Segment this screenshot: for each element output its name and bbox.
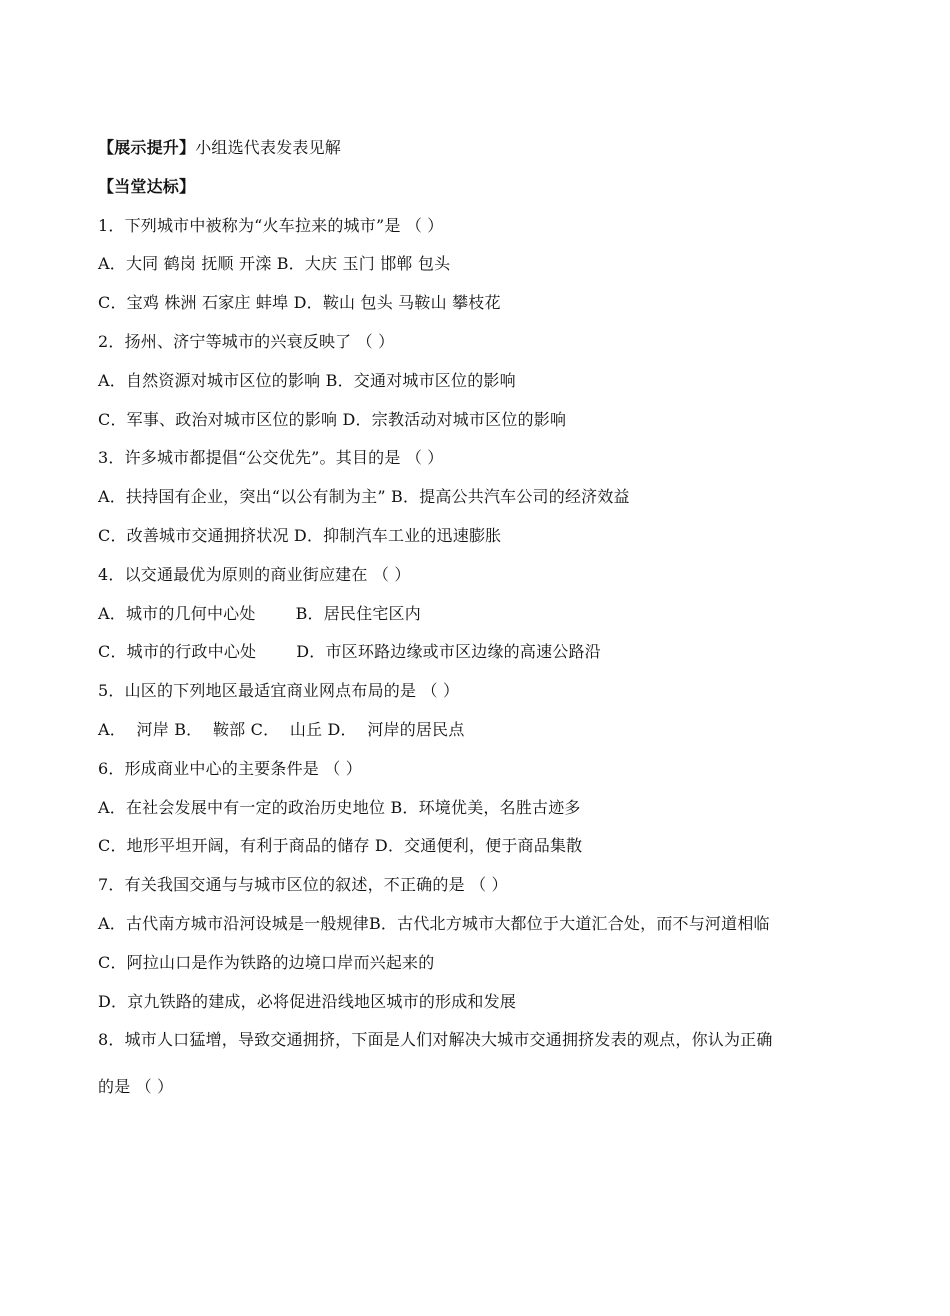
- section-show-text: 小组选代表发表见解: [195, 138, 342, 157]
- section-test-label: 【当堂达标】: [98, 176, 196, 196]
- question-3-option-line: A．扶持国有企业，突出“以公有制为主” B．提高公共汽车公司的经济效益: [98, 487, 630, 507]
- question-7-option-line: D．京九铁路的建成，必将促进沿线地区城市的形成和发展: [98, 991, 517, 1011]
- question-2-option-line: C．军事、政治对城市区位的影响 D．宗教活动对城市区位的影响: [98, 409, 567, 429]
- question-2-stem: 2．扬州、济宁等城市的兴衰反映了 （ ）: [98, 331, 395, 351]
- question-8-stem-line-2: 的是 （ ）: [98, 1077, 174, 1097]
- question-4-option-d: D．市区环路边缘或市区边缘的高速公路沿: [296, 642, 601, 662]
- question-2-option-line: A．自然资源对城市区位的影响 B．交通对城市区位的影响: [98, 370, 516, 390]
- question-4-option-line: [98, 638, 858, 677]
- question-4-option-b: B．居民住宅区内: [295, 603, 421, 623]
- question-8-stem-line-1: 8．城市人口猛增，导致交通拥挤，下面是人们对解决大城市交通拥挤发表的观点，你认为正确: [98, 1030, 773, 1050]
- question-6-option-line: C．地形平坦开阔，有利于商品的储存 D．交通便利，便于商品集散: [98, 836, 583, 856]
- question-3-option-line: C．改善城市交通拥挤状况 D．抑制汽车工业的迅速膨胀: [98, 525, 502, 545]
- question-6-stem: 6．形成商业中心的主要条件是 （ ）: [98, 758, 362, 778]
- question-5-option-line: A． 河岸 B． 鞍部 C． 山丘 D． 河岸的居民点: [98, 719, 465, 739]
- section-show-label: 【展示提升】: [98, 138, 196, 157]
- question-5-stem: 5．山区的下列地区最适宜商业网点布局的是 （ ）: [98, 681, 460, 701]
- question-7-option-line: C．阿拉山口是作为铁路的边境口岸而兴起来的: [98, 952, 435, 972]
- question-4-option-a: A．城市的几何中心处: [98, 603, 256, 623]
- question-1-option-line: C．宝鸡 株洲 石家庄 蚌埠 D．鞍山 包头 马鞍山 攀枝花: [98, 293, 501, 313]
- document-content: [98, 134, 858, 1112]
- question-4-stem: 4．以交通最优为原则的商业街应建在 （ ）: [98, 564, 411, 584]
- question-6-option-line: A．在社会发展中有一定的政治历史地位 B．环境优美，名胜古迹多: [98, 797, 581, 817]
- section-show-line: [98, 134, 858, 173]
- question-7-option-line: A．古代南方城市沿河设城是一般规律B．古代北方城市大都位于大道汇合处，而不与河道相临: [98, 913, 770, 933]
- question-1-stem: 1．下列城市中被称为“火车拉来的城市”是 （ ）: [98, 215, 444, 235]
- question-3-stem: 3．许多城市都提倡“公交优先”。其目的是 （ ）: [98, 448, 444, 468]
- question-1-option-line: A．大同 鹤岗 抚顺 开滦 B．大庆 玉门 邯郸 包头: [98, 254, 451, 274]
- section-test-line: [98, 173, 858, 212]
- question-4-option-line: [98, 600, 858, 639]
- question-4-option-c: C．城市的行政中心处: [98, 642, 257, 662]
- question-7-stem: 7．有关我国交通与与城市区位的叙述，不正确的是 （ ）: [98, 875, 508, 895]
